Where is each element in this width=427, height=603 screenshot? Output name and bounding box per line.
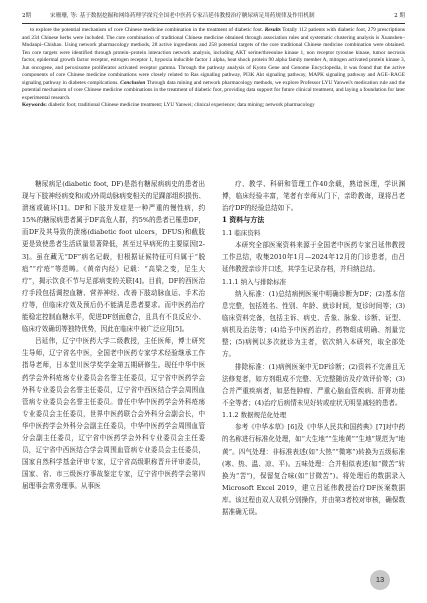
abstract-conclusion: Through data mining and network pharmacology methods, we explore Professor LYU Yanwei's medication rule and the potential mechanism of core Chinese medicine combinations in the treatment of diabetic foot, providing data support for future clinical treatment, and laying a foundation for later experimental research. xyxy=(22,79,405,101)
bio-continuation: 疗、教学、科研和管理工作40余载，熟谙医理，学识渊博，临床经验丰富，笔者有幸师从门下，亲聆教诲，现将吕老治疗DF的经验总结如下。 xyxy=(222,180,405,213)
abstract-paragraph xyxy=(22,27,405,102)
intro-paragraph: 糖尿病足(diabetic foot, DF)是指有糖尿病病史的患者出现与下肢神经病变和(或)外周动脉病变相关的足踝部组织损伤、溃疡或破坏[1]。DF和下肢并发症是一种严重的慢性病，约15%的糖尿病患者属于DF高危人群，约5%的患者已罹患DF，而DF及其导致的溃疡(diabetic foot ulcers，DFUS)和截肢更是致使患者生活质量显著降低，甚至过早病死的主要原因[2-3]。虽在藏无“DF”病名记载，但根据证候特征可归属于“脱疽”“疔疮”等范畴。《黄帝内经》记载：“高梁之变，足生大疔”，揭示饮食不节与足部病变的关联[4]。目前，DF的西医治疗手段包括调控血糖、营养神经、改善下肢动脉血运、手术治疗等，但临床疗效及预后仍不能满足患者要求。而中医药治疗能稳定控制血糖水平，促进DF创面愈合，且具有不良反应小、临床疗效确切等独特优势，因此在临床中被广泛应用[5]。 xyxy=(22,180,205,334)
header-title: 宋珊珊, 等: 基于数据挖掘和网络药理学探究全国老中医药专家吕延伟教授治疗糖尿病足用药规律及作用机制 xyxy=(50,13,315,19)
right-column xyxy=(222,178,405,518)
professor-bio-paragraph: 吕延伟，辽宁中医药大学二级教授，主任医师，博士研究生导师，辽宁省名中医，全国老中医药专家学术经验继承工作指导老师，日本堂川医学奖学金第五期研修生。现任中华中医药学会外科疮疡专业委员会名誉主任委员，辽宁省中医药学会外科专业委员会名誉主任委员，辽宁省中西医结合学会周围血管病专业委员会名誉主任委员。曾任中华中医药学会外科疮疡专业委员会主任委员，世界中医药联合会外科分会副会长，中华中医药学会外科分会副主任委员，中华中医药学会周围血管分会副主任委员，辽宁省中医药学会外科专业委员会主任委员，辽宁省中西医结合学会周围血管病专业委员会主任委员，国家自然科学基金评审专家，辽宁省高级职称晋升评审委员，国家、省、市三级医疗事故鉴定专家，辽宁省中医药学会第四届理事会常务理事。从事医 xyxy=(22,337,205,491)
left-column xyxy=(22,178,205,492)
abstract-results: Totally 112 patients with diabetic foot, 279 prescriptions and 234 Chinese herbs were included. The core combination of traditional Chinese medicine obtained through association rules and systematic clustering analysis is Xuanshen–Mudanpi–Chishao. Using network pharmacology methods, 28 active ingredients and 258 potential targets of the core traditional Chinese medicine combination were obtained. Ten core targets were identified through protein–protein interaction network analysis, including AKT serine/threonine kinase 1, non receptor tyrosine kinase, tumor necrosis factor, epidermal growth factor receptor, estrogen receptor 1, hypoxia inducible factor 1 alpha, heat shock protein 90 alpha family member A, mitogen activated protein kinase 3, Jun oncogene, and peroxisome proliferator activated receptor gamma. Through the pathway analysis of Kyoto Gene and Genome Encyclopedia, it was found that the active components of core Chinese medicine combinations were closely related to Ras signaling pathway, PI3K Akt signaling pathway, MAPK signaling pathway and AGE–RAGE signaling pathway in diabetes complications. xyxy=(22,27,405,86)
keywords-line xyxy=(22,102,405,110)
header-issue: 2 期 xyxy=(394,13,405,19)
results-label: Results xyxy=(264,27,281,33)
keywords-text: diabetic foot; traditional Chinese medicine treatment; LYU Yanwei; clinical experience; data mining; network pharmacology xyxy=(48,102,315,109)
subsection-heading-inclusion: 1.1.1 纳入与排除标准 xyxy=(222,277,287,286)
exclusion-criteria-paragraph: 排除标准：(1)病例医案中无DF诊断；(2)资料不完善且无法修复者，如方剂组成不完整、无完整随访及疗效评价等；(3)合并严重疾病者，如恶性肿瘤、严重心脑血管疾病、肝肾功能不全等者；(4)治疗后病情未见好转或症状无明显减轻的患者。 xyxy=(222,362,405,407)
running-header xyxy=(22,10,405,22)
keywords-label: Keywords: xyxy=(22,102,47,109)
page-number-badge: 13 xyxy=(370,570,390,590)
normalization-paragraph: 参考《中华本草》[6]及《中华人民共和国药典》[7]对中药的名称进行标准化处理，如“大生地”“生地黄”“生地”规范为“地黄”。四气处理：非标准表述(如“大热”“微寒”)转换为五级标准(寒、热、温、凉、平)。五味处理：合并相似表述(如“微苦”转换为“苦”)，保留复合味(如“甘微苦”)。将处理后的数据录入Microsoft Excel 2019，建立吕延伟教授治疗DF医案数据库。该过程由双人双机分别操作，并由第3者校对审核，确保数据准确无误。 xyxy=(222,423,405,516)
inclusion-criteria-paragraph: 纳入标准：(1)总结病例医案中明确诊断为DF；(2)基本信息完整，包括姓名、性别、年龄、就诊时间，复诊时间等；(3)临床资料完备，包括主诉、病史、舌象、脉象、诊断、证型、病机及治法等；(4)给予中医药治疗，药物组成明确、剂量完整；(5)病例以多次就诊为主者，依次纳入本研究，取全部处方。 xyxy=(222,289,405,359)
conclusion-label: Conclusion xyxy=(120,79,146,86)
english-abstract xyxy=(22,27,405,110)
subsection-heading-clinical: 1.1 临床资料 xyxy=(222,228,261,237)
subsection-heading-normalization: 1.1.2 数据规范化处理 xyxy=(222,410,287,419)
header-rule xyxy=(22,23,405,24)
data-source-paragraph: 本研究全部医案资料来源于全国老中医药专家吕延伟教授工作总结，收集2010年1月—2024年12月的门诊患者，由吕延伟教授亲诊并口述，其学生记录存档，并归纳总结。 xyxy=(222,241,405,274)
section-heading-materials: 1 资料与方法 xyxy=(222,215,265,225)
abstract-lead: to explore the potential mechanism of core Chinese medicine combination in the treatment of diabetic foot. xyxy=(30,27,264,33)
header-volume: 2期 xyxy=(22,13,32,19)
